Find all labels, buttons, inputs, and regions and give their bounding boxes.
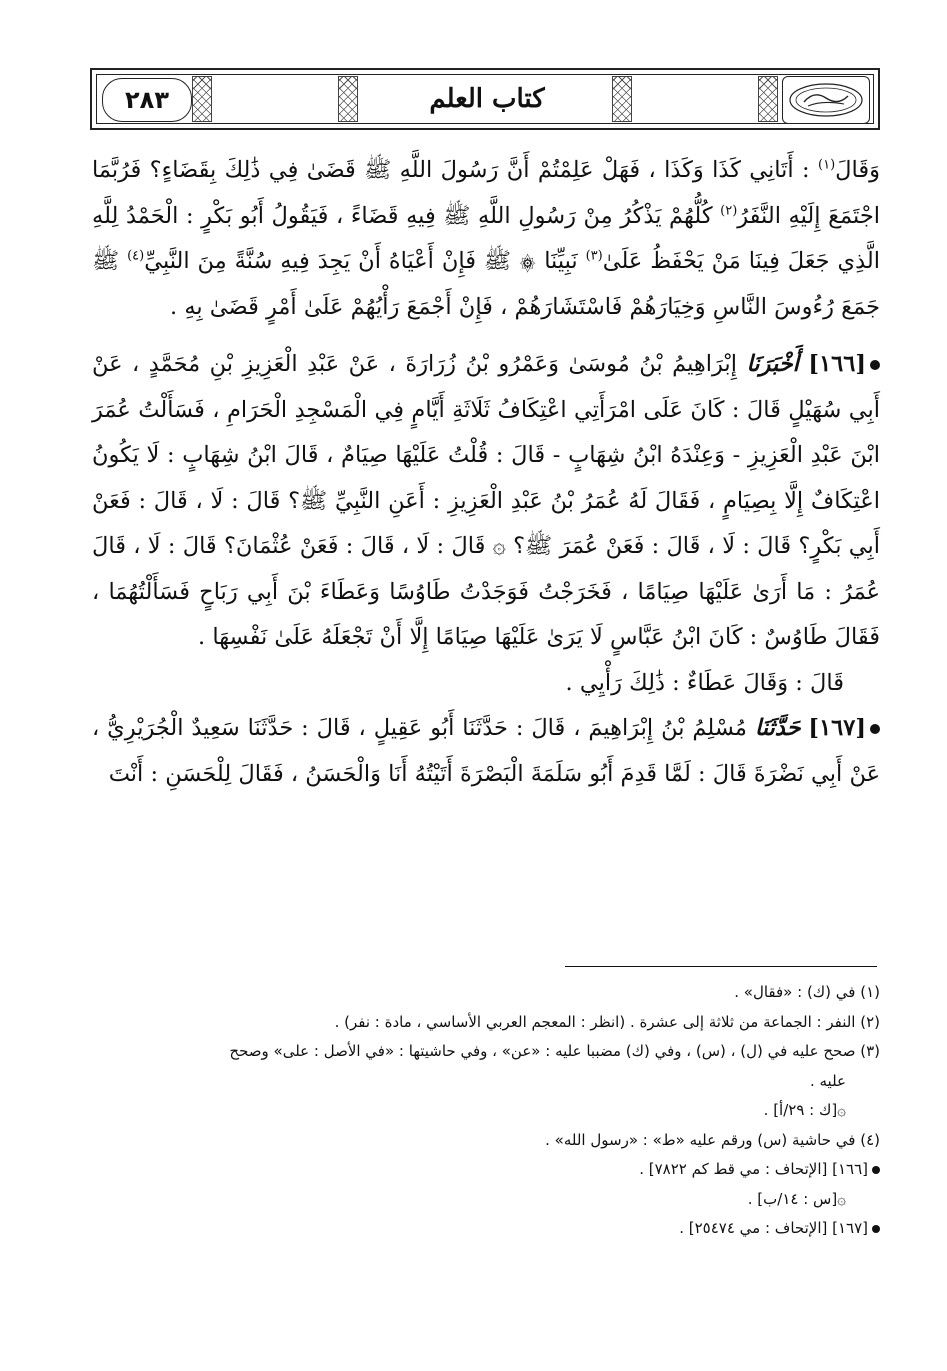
book-seal-logo <box>782 76 870 124</box>
footnote-divider <box>565 966 877 967</box>
bullet-icon <box>872 1166 880 1174</box>
footnote-continuation: عليه . <box>809 1071 846 1090</box>
footnote-marker: (١) <box>818 157 836 173</box>
folio-note: ۞[ك : ٢٩/أ] . <box>763 1101 846 1119</box>
header-ornament <box>758 76 778 122</box>
bullet-icon <box>870 724 880 734</box>
reference-note <box>92 1214 880 1244</box>
footnote: (٤) في حاشية (س) ورقم عليه «ط» : «رسول الله» . <box>545 1130 880 1149</box>
footnote: (٢) النفر : الجماعة من ثلاثة إلى عشرة . (انظر : المعجم العربي الأساسي ، مادة : نفر) . <box>334 1012 880 1031</box>
page-header <box>90 68 880 130</box>
text-run: وَقَالَ <box>835 157 880 183</box>
footnote: (٣) صحح عليه في (ل) ، (س) ، وفي (ك) مضببا عليه : «عن» ، وفي حاشيتها : «في الأصل : على» وصحح <box>229 1042 880 1060</box>
header-ornament <box>338 76 358 122</box>
footnotes <box>92 978 880 1244</box>
text-run: : أَتَانِي كَذَا وَكَذَا ، فَهَلْ عَلِمْتُمْ أَنَّ رَسُولَ اللَّهِ ﷺ قَضَىٰ فِي ذَٰلِكَ بِقَضَاءٍ؟ فَرُبَّمَا اجْتَمَعَ إِلَيْهِ النَّفَرُ <box>92 157 881 229</box>
hadith-167 <box>92 706 880 797</box>
text-run: كُلُّهُمْ يَذْكُرُ مِنْ رَسُولِ اللَّهِ ﷺ فِيهِ قَضَاءً ، فَيَقُولُ أَبُو بَكْرٍ : الْحَمْدُ لِلَّهِ الَّذِي جَعَلَ فِينَا مَنْ يَحْفَظُ عَلَىٰ <box>92 202 880 274</box>
reference-text: [١٦٧] [الإتحاف : مي ٢٥٤٧٤] . <box>679 1219 868 1237</box>
hadith-text: إِبْرَاهِيمُ بْنُ مُوسَىٰ وَعَمْرُو بْنُ زُرَارَةَ ، عَنْ عَبْدِ الْعَزِيزِ بْنِ مُحَمَّدٍ ، عَنْ أَبِي سُهَيْلٍ قَالَ : كَانَ عَلَى امْرَأَتِي اعْتِكَافُ ثَلَاثَةِ أَيَّامٍ فِي الْمَسْجِدِ الْحَرَامِ ، فَسَأَلْتُ عُمَرَ ابْنَ عَبْدِ الْعَزِيزِ - وَعِنْدَهُ ابْنُ شِهَابٍ - قَالَ : قُلْتُ عَلَيْهَا صِيَامٌ ، قَالَ ابْنُ شِهَابٍ : لَا يَكُونُ اعْتِكَافٌ إِلَّا بِصِيَامٍ ، فَقَالَ لَهُ عُمَرُ بْنُ عَبْدِ الْعَزِيزِ : أَعَنِ النَّبِيِّ ﷺ؟ قَالَ : لَا ، قَالَ : فَعَنْ أَبِي بَكْرٍ؟ قَالَ : لَا ، قَالَ : فَعَنْ عُمَرَ ﷺ؟ ۞ قَالَ : لَا ، قَالَ : فَعَنْ عُثْمَانَ؟ قَالَ : لَا ، قَالَ عُمَرُ : مَا أَرَىٰ عَلَيْهَا صِيَامًا ، فَخَرَجْتُ فَوَجَدْتُ طَاوُسًا وَعَطَاءَ بْنَ أَبِي رَبَاحٍ فَسَأَلْتُهُمَا ، فَقَالَ طَاوُسٌ : كَانَ ابْنُ عَبَّاسٍ لَا يَرَىٰ عَلَيْهَا صِيَامًا إِلَّا أَنْ تَجْعَلَهُ عَلَىٰ نَفْسِهَا . <box>92 351 880 650</box>
paragraph-quote: قَالَ : وَقَالَ عَطَاءٌ : ذَٰلِكَ رَأْيِي . <box>565 669 844 696</box>
reference-note <box>92 1155 880 1185</box>
narration-lead: أَخْبَرَنَا <box>746 351 799 377</box>
hadith-number: [١٦٧] <box>808 715 866 741</box>
main-text <box>92 148 880 797</box>
footnote-marker: (٤) <box>127 248 145 264</box>
hadith-166 <box>92 342 880 661</box>
text-run: ﷺ جَمَعَ رُءُوسَ النَّاسِ وَخِيَارَهُمْ فَاسْتَشَارَهُمْ ، فَإِنْ أَجْمَعَ رَأْيُهُمْ عَلَىٰ أَمْرٍ قَضَىٰ بِهِ . <box>92 248 880 320</box>
header-ornament <box>612 76 632 122</box>
seal-icon <box>786 80 866 120</box>
footnote: (١) في (ك) : «فقال» . <box>734 983 880 1001</box>
reference-text: [١٦٦] [الإتحاف : مي قط كم ٧٨٢٢] . <box>639 1160 868 1178</box>
bullet-icon <box>872 1225 880 1233</box>
chapter-title: كتاب العلم <box>429 84 545 114</box>
hadith-text: مُسْلِمُ بْنُ إِبْرَاهِيمَ ، قَالَ : حَدَّثَنَا أَبُو عَقِيلٍ ، قَالَ : حَدَّثَنَا سَعِيدٌ الْجُرَيْرِيُّ ، عَنْ أَبِي نَضْرَةَ قَالَ : لَمَّا قَدِمَ أَبُو سَلَمَةَ الْبَصْرَةَ أَتَيْتُهُ أَنَا وَالْحَسَنُ ، فَقَالَ لِلْحَسَنِ : أَنْتَ <box>92 715 880 787</box>
hadith-number: [١٦٦] <box>808 351 866 377</box>
header-ornament <box>192 76 212 122</box>
footnote-marker: (٢) <box>720 203 738 218</box>
bullet-icon <box>870 360 880 370</box>
footnote-marker: (٣) <box>585 248 603 264</box>
folio-note: ۞[س : ١٤/ب] . <box>747 1189 846 1208</box>
text-run: نَبِيِّنَا ۞ ﷺ فَإِنْ أَعْيَاهُ أَنْ يَجِدَ فِيهِ سُنَّةً مِنَ النَّبِيِّ <box>144 248 586 274</box>
paragraph-continuation <box>92 148 880 330</box>
narration-lead: حَدَّثَنَا <box>754 715 801 741</box>
page-number: ٢٨٣ <box>102 78 192 122</box>
